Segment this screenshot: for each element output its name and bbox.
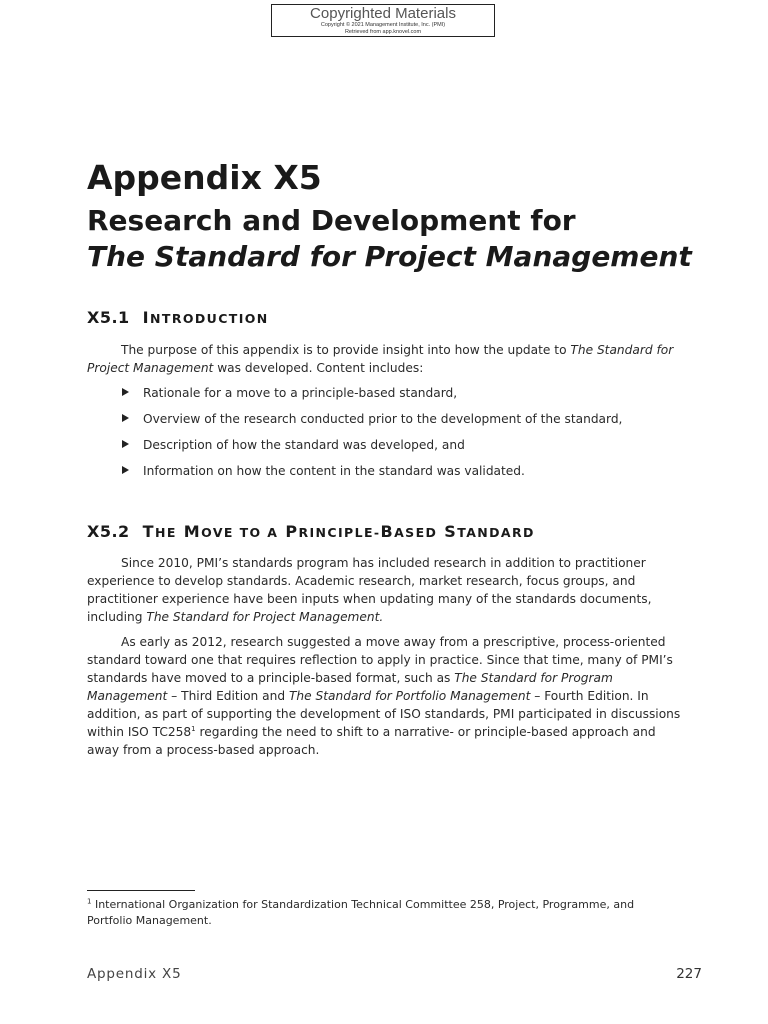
stamp-title: Copyrighted Materials <box>310 5 456 22</box>
bullet-triangle-icon <box>122 466 129 474</box>
section-heading-introduction: X5.1 INTRODUCTION <box>87 308 269 327</box>
section-number: X5.1 <box>87 308 130 327</box>
copyright-stamp <box>271 4 495 37</box>
list-item: Overview of the research conducted prior to the development of the standard, <box>122 410 622 428</box>
footnote: $^1$ International Organization for Standardization Technical Committee 258, Project, Programme, and Portfolio Management. <box>87 897 635 927</box>
section-heading-principle-based-standard: X5.2 THE MOVE TO A PRINCIPLE-BASED STANDARD <box>87 522 535 541</box>
bullet-triangle-icon <box>122 388 129 396</box>
footnote-reference[interactable]: 1 <box>191 724 196 733</box>
section2-paragraph-1: Since 2010, PMI’s standards program has included research in addition to practitioner experience to develop standards. Academic research, market research, focus groups, and practitioner experience have been inputs when updating many of the standards documents, including The Standard for Project Management. <box>87 556 652 624</box>
footnote-marker: 1 <box>87 897 92 906</box>
running-footer: Appendix X5 <box>87 966 182 982</box>
appendix-subtitle-line1: Research and Development for <box>87 204 576 237</box>
appendix-subtitle-line2: The Standard for Project Management <box>87 240 692 273</box>
intro-paragraph: The purpose of this appendix is to provide insight into how the update to The Standard for Project Management was developed. Content includes: <box>87 343 674 375</box>
page-number: 227 <box>676 966 702 982</box>
list-item: Description of how the standard was developed, and <box>122 436 465 454</box>
list-item: Rationale for a move to a principle-based standard, <box>122 384 457 402</box>
list-item: Information on how the content in the standard was validated. <box>122 462 525 480</box>
stamp-copyright-line: Copyright © 2021 Management Institute, Inc. (PMI) <box>320 22 446 28</box>
stamp-retrieved-line: Retrieved from app.knovel.com <box>344 28 422 35</box>
appendix-title: Appendix X5 <box>87 158 322 197</box>
section-number: X5.2 <box>87 522 130 541</box>
footnote-divider <box>87 890 195 891</box>
section2-paragraph-2: As early as 2012, research suggested a move away from a prescriptive, process-oriented standard toward one that requires reflection to apply in practice. Since that time, many of PMI’s standards have moved to a principle-based format, such as The Standard for Program Management – Third Edition and The Standard for Portfolio Management – Fourth Edition. In addition, as part of supporting the development of ISO standards, PMI participated in discussions within ISO $TC258^1$ regarding the need to shift to a narrative- or principle-based approach and away from a process-based approach. <box>87 635 681 757</box>
bullet-triangle-icon <box>122 440 129 448</box>
bullet-triangle-icon <box>122 414 129 422</box>
